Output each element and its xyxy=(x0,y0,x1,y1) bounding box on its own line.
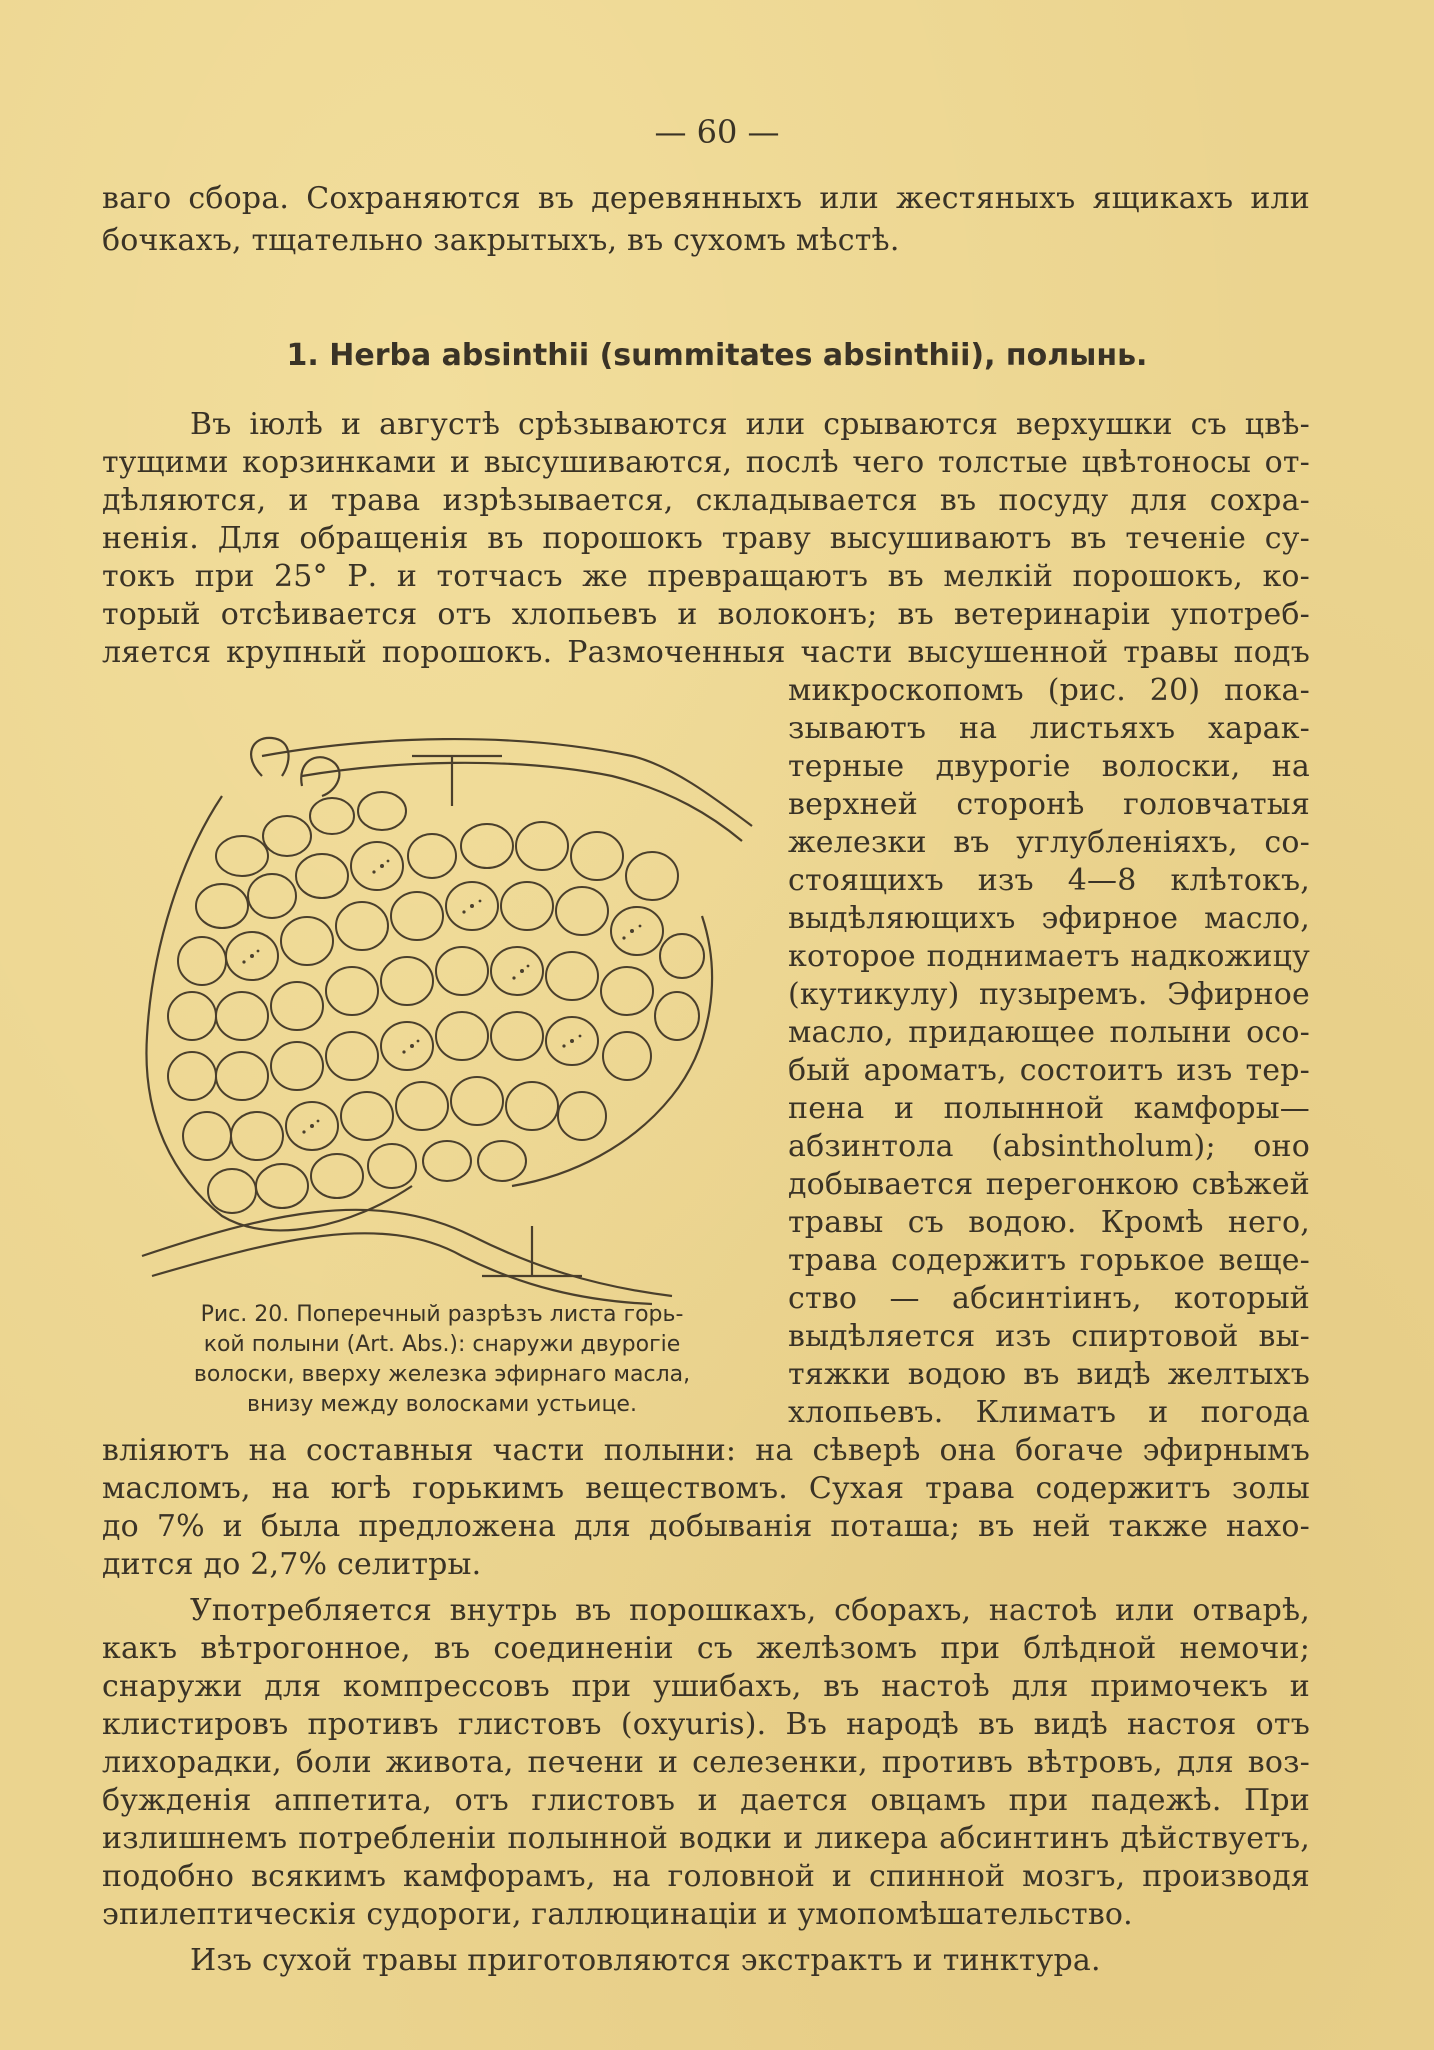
section-heading: 1. Herba absinthii (summitates absinthii), полынь. xyxy=(286,338,1148,373)
text-line: бужденія аппетита, отъ глистовъ и дается овцамъ при падежѣ. При xyxy=(102,1783,1310,1818)
caption-line: кой полыни (Art. Abs.): снаружи двурогіе xyxy=(203,1332,681,1357)
text-line: абзинтола (absintholum); оно xyxy=(788,1129,1310,1164)
text-line: ненія. Для обращенія въ порошокъ траву высушиваютъ въ теченіе су- xyxy=(102,521,1310,556)
text-line: ляется крупный порошокъ. Размоченныя части высушенной травы подъ xyxy=(102,635,1310,670)
leaf-section-illustration xyxy=(112,716,762,1306)
figure-caption xyxy=(112,1300,772,1420)
caption-line: внизу между волосками устьице. xyxy=(247,1392,637,1417)
text-line: дѣляются, и трава изрѣзывается, складывается въ посуду для сохра- xyxy=(102,483,1310,518)
text-line: токъ при 25° Р. и тотчасъ же превращаютъ въ мелкій порошокъ, ко- xyxy=(102,559,1310,594)
text-line: верхней сторонѣ головчатыя xyxy=(788,787,1310,822)
text-line: пена и полынной камфоры— xyxy=(788,1091,1310,1126)
text-line: выдѣляется изъ спиртовой вы- xyxy=(788,1319,1310,1354)
text-line: торый отсѣивается отъ хлопьевъ и волоконъ; въ ветеринаріи употреб- xyxy=(102,597,1310,632)
text-line: стоящихъ изъ 4—8 клѣтокъ, xyxy=(788,863,1310,898)
text-line: травы съ водою. Кромѣ него, xyxy=(788,1205,1310,1240)
text-line: ство — абсинтіинъ, который xyxy=(788,1281,1310,1316)
text-line: вліяютъ на составныя части полыни: на сѣверѣ она богаче эфирнымъ xyxy=(102,1433,1310,1468)
text-line: лихорадки, боли живота, печени и селезенки, противъ вѣтровъ, для воз- xyxy=(102,1745,1310,1780)
text-line: хлопьевъ. Климатъ и погода xyxy=(788,1395,1310,1430)
page-number: — 60 — xyxy=(654,113,780,151)
text-line: которое поднимаетъ надкожицу xyxy=(788,939,1310,974)
text-line: масломъ, на югѣ горькимъ веществомъ. Сухая трава содержитъ золы xyxy=(102,1471,1310,1506)
text-line: Изъ сухой травы приготовляются экстрактъ и тинктура. xyxy=(190,1943,1101,1978)
text-line: подобно всякимъ камфорамъ, на головной и спинной мозгъ, производя xyxy=(102,1859,1310,1894)
text-line: зываютъ на листьяхъ харак- xyxy=(788,711,1310,746)
text-line: дится до 2,7% селитры. xyxy=(102,1547,482,1582)
text-line: (кутикулу) пузыремъ. Эфирное xyxy=(788,977,1310,1012)
leaf-cross-section-figure xyxy=(112,716,762,1306)
text-line: бый ароматъ, состоитъ изъ тер- xyxy=(788,1053,1310,1088)
text-line: железки въ углубленіяхъ, со- xyxy=(788,825,1310,860)
text-line: тяжки водою въ видѣ желтыхъ xyxy=(788,1357,1310,1392)
text-line: Употребляется внутрь въ порошкахъ, сборахъ, настоѣ или отварѣ, xyxy=(190,1593,1310,1628)
text-line: ваго сбора. Сохраняются въ деревянныхъ или жестяныхъ ящикахъ или xyxy=(102,181,1310,216)
caption-line: волоски, вверху железка эфирнаго масла, xyxy=(193,1362,691,1387)
text-line: добывается перегонкою свѣжей xyxy=(788,1167,1310,1202)
caption-line: Рис. 20. Поперечный разрѣзъ листа горь- xyxy=(200,1302,684,1327)
text-line: терные двурогіе волоски, на xyxy=(788,749,1310,784)
text-line: эпилептическія судороги, галлюцинаціи и умопомѣшательство. xyxy=(102,1897,1133,1932)
text-line: снаружи для компрессовъ при ушибахъ, въ настоѣ для примочекъ и xyxy=(102,1669,1310,1704)
text-line: микроскопомъ (рис. 20) пока- xyxy=(788,673,1310,708)
text-line: Въ іюлѣ и августѣ срѣзываются или срываются верхушки съ цвѣ- xyxy=(190,407,1310,442)
text-line: трава содержитъ горькое веще- xyxy=(788,1243,1310,1278)
text-line: выдѣляющихъ эфирное масло, xyxy=(788,901,1310,936)
text-line: излишнемъ потребленіи полынной водки и ликера абсинтинъ дѣйствуетъ, xyxy=(102,1821,1310,1856)
text-line: какъ вѣтрогонное, въ соединеніи съ желѣзомъ при блѣдной немочи; xyxy=(102,1631,1310,1666)
text-line: клистировъ противъ глистовъ (oxyuris). Въ народѣ въ видѣ настоя отъ xyxy=(102,1707,1310,1742)
text-line: тущими корзинками и высушиваются, послѣ чего толстые цвѣтоносы от- xyxy=(102,445,1310,480)
text-line: масло, придающее полыни осо- xyxy=(788,1015,1310,1050)
text-line: бочкахъ, тщательно закрытыхъ, въ сухомъ мѣстѣ. xyxy=(102,223,900,258)
text-line: до 7% и была предложена для добыванія поташа; въ ней также нахо- xyxy=(102,1509,1310,1544)
